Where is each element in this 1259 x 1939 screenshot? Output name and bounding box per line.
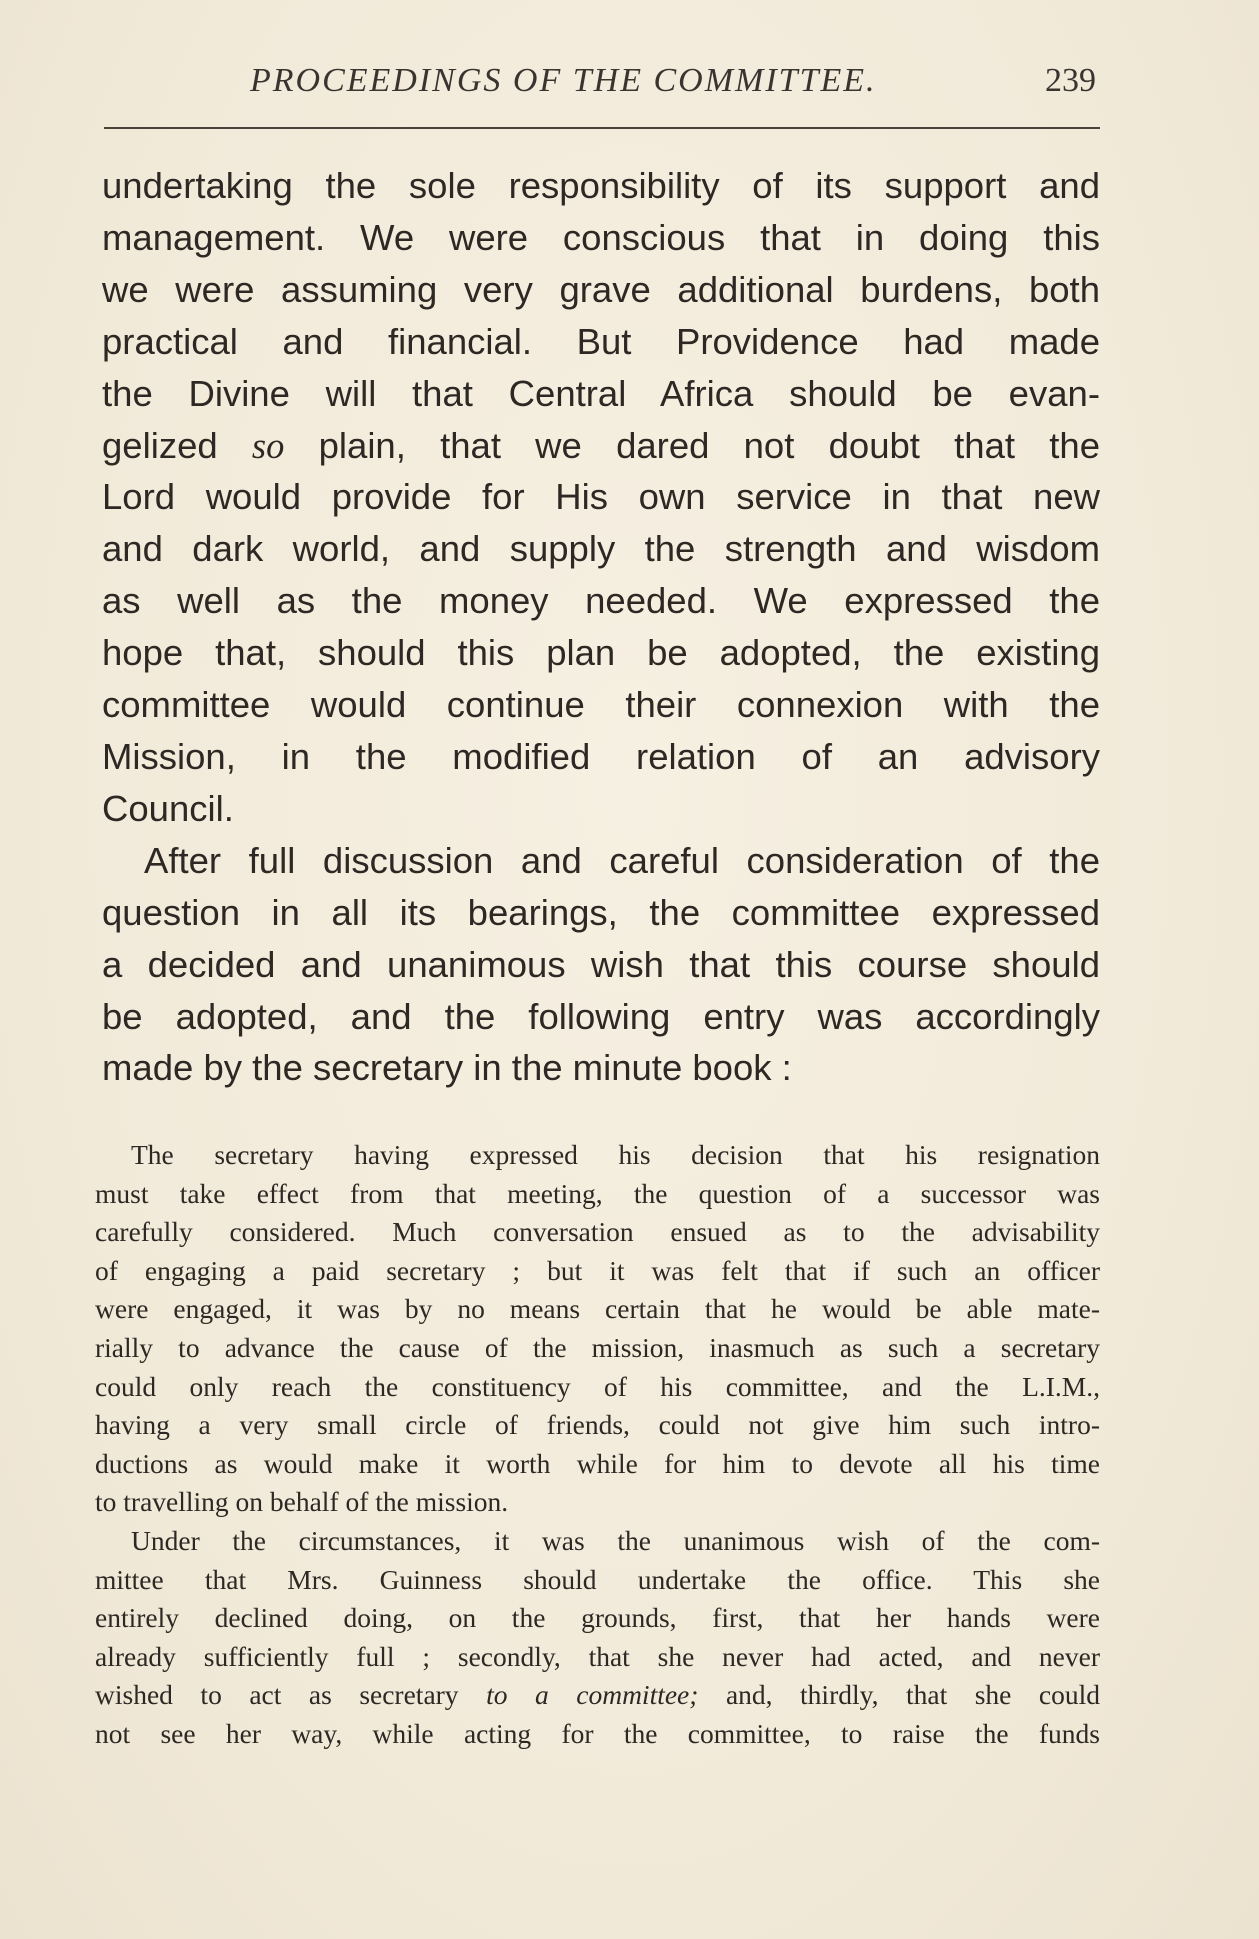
text-line (102, 420, 1100, 472)
running-title: PROCEEDINGS OF THE COMMITTEE. (250, 62, 877, 99)
quote-line: The secretary having expressed his decision that his resignation (131, 1139, 1100, 1170)
text-line: undertaking the sole responsibility of its support and (102, 165, 1100, 206)
quote-line: Under the circumstances, it was the unanimous wish of the com- (131, 1524, 1100, 1556)
text-line: be adopted, and the following entry was accordingly (102, 995, 1100, 1037)
text-line: Mission, in the modified relation of an advisory (102, 735, 1100, 777)
text-line: After full discussion and careful consideration of the (144, 839, 1100, 881)
text-line: and dark world, and supply the strength and wisdom (102, 528, 1100, 570)
text-line: as well as the money needed. We expressed the (102, 580, 1100, 622)
quote-line: ductions as would make it worth while for him to devote all his time (95, 1447, 1100, 1479)
quote-line: already sufficiently full ; secondly, that she never had acted, and never (95, 1640, 1100, 1672)
text-segment: wished to act as secretary (95, 1679, 459, 1711)
text-line: the Divine will that Central Africa should be evan- (102, 372, 1100, 414)
quote-line: mittee that Mrs. Guinness should undertake the office. This she (95, 1563, 1100, 1595)
quote-line: not see her way, while acting for the committee, to raise the funds (95, 1717, 1100, 1749)
quote-line: to travelling on behalf of the mission. (95, 1486, 509, 1518)
paragraph-1 (102, 160, 1100, 835)
body-text (102, 160, 1100, 1094)
paragraph-2 (102, 835, 1100, 1095)
quote-line: entirely declined doing, on the grounds, first, that her hands were (95, 1602, 1100, 1634)
text-line: management. We were conscious that in doing this (102, 216, 1100, 258)
quote-line: could only reach the constituency of his committee, and the L.I.M., (95, 1370, 1100, 1402)
quote-line: having a very small circle of friends, could not give him such intro- (95, 1409, 1100, 1441)
italic-word: so (251, 424, 285, 466)
text-line: Lord would provide for His own service in that new (102, 476, 1100, 518)
text-line: a decided and unanimous wish that this course should (102, 943, 1100, 985)
text-line: hope that, should this plan be adopted, the existing (102, 632, 1100, 674)
text-line: practical and financial. But Providence had made (102, 320, 1100, 362)
quote-paragraph-1 (95, 1136, 1100, 1522)
text-line: question in all its bearings, the committee expressed (102, 891, 1100, 933)
quote-paragraph-2 (95, 1522, 1100, 1754)
text-segment: plain, that we dared not doubt that the (318, 424, 1100, 466)
quote-line: rially to advance the cause of the mission, inasmuch as such a secretary (95, 1331, 1100, 1363)
italic-phrase: to a committee; (486, 1679, 699, 1711)
minute-book-extract (95, 1136, 1100, 1754)
text-line: made by the secretary in the minute book : (102, 1047, 792, 1089)
quote-line: of engaging a paid secretary ; but it was felt that if such an officer (95, 1254, 1100, 1286)
page-number: 239 (1045, 62, 1096, 99)
quote-line: must take effect from that meeting, the question of a successor was (95, 1177, 1100, 1209)
quote-line: were engaged, it was by no means certain that he would be able mate- (95, 1293, 1100, 1325)
quote-line (95, 1676, 1100, 1715)
running-header (104, 62, 1100, 110)
text-line: committee would continue their connexion with the (102, 684, 1100, 726)
text-segment: and, thirdly, that she could (725, 1679, 1100, 1711)
text-segment: gelized (102, 424, 218, 466)
text-line: we were assuming very grave additional burdens, both (102, 268, 1100, 310)
header-rule (104, 127, 1100, 129)
text-line: Council. (102, 787, 234, 829)
quote-line: carefully considered. Much conversation ensued as to the advisability (95, 1216, 1100, 1248)
